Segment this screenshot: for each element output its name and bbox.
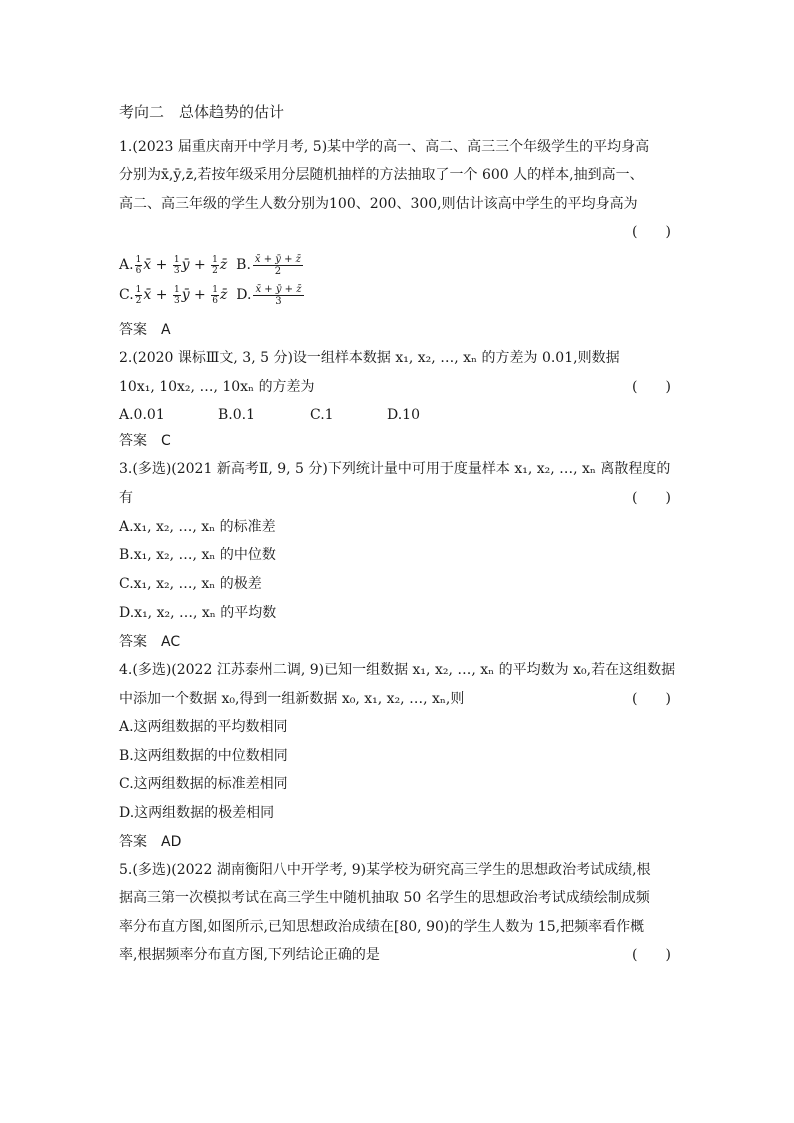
q1-line-1: 1.(2023 届重庆南开中学月考, 5)某中学的高一、高二、高三三个年级学生的平均身高 [119,139,650,155]
q3-option-c: C.x₁, x₂, …, xₙ 的极差 [119,576,262,592]
q2-option-c: C.1 [310,407,334,423]
q3-option-a: A.x₁, x₂, …, xₙ 的标准差 [119,519,276,535]
q5-answer-paren: ( ) [632,947,671,963]
q2-line-2: 10x₁, 10x₂, …, 10xₙ 的方差为 [119,379,315,395]
q4-option-c: C.这两组数据的标准差相同 [119,776,288,792]
q5-line-3: 率分布直方图,如图所示,已知思想政治成绩在[80, 90)的学生人数为 15,把频率看作概 [119,919,645,935]
q1-option-c-var-1: x̄ [143,287,152,303]
q1-option-c-frac-2: $\frac{1}{3}$ [173,284,180,306]
q2-option-b: B.0.1 [218,407,256,423]
q1-option-d-frac: $\frac{x̄ + ȳ + z̄}{3}$ [255,283,302,307]
q1-option-a-var-2: ȳ [181,257,190,273]
q5-line-2: 据高三第一次模拟考试在高三学生中随机抽取 50 名学生的思想政治考试成绩绘制成频 [119,890,650,906]
q3-line-2: 有 [119,490,133,506]
q5-line-4: 率,根据频率分布直方图,下列结论正确的是 [119,947,380,963]
q4-option-b: B.这两组数据的中位数相同 [119,748,288,764]
q3-option-d: D.x₁, x₂, …, xₙ 的平均数 [119,605,277,621]
q1-option-c-prefix: C. [119,287,134,303]
q2-answer [119,431,679,451]
q1-answer [119,320,679,340]
q1-option-a-prefix: A. [119,257,134,273]
q1-option-a-frac-2: $\frac{1}{3}$ [173,254,180,276]
q4-option-d: D.这两组数据的极差相同 [119,805,275,821]
q1-option-c-frac-1: $\frac{1}{2}$ [135,284,142,306]
q3-answer-paren: ( ) [632,490,671,506]
q1-line-3: 高二、高三年级的学生人数分别为100、200、300,则估计该高中学生的平均身高为 [119,196,638,212]
q2-line-1: 2.(2020 课标Ⅲ文, 3, 5 分)设一组样本数据 x₁, x₂, …, xₙ 的方差为 0.01,则数据 [119,350,620,366]
q2-option-a: A.0.01 [119,407,165,423]
q1-option-a-frac-1: $\frac{1}{6}$ [135,254,142,276]
q4-answer [119,832,679,852]
q2-answer-value: C [161,433,171,449]
q4-answer-value: AD [161,834,182,850]
q3-answer-value: AC [161,634,181,650]
q4-answer-label: 答案 [119,834,147,850]
q1-options-ab: A. $\frac{1}{6}$ x̄ + $\frac{1}{3}$ ȳ + $\frac{1}{2}$ z̄ B. $\frac{x̄ + ȳ + z̄}{2}$ [119,253,301,277]
q1-option-d-prefix: D. [236,287,252,303]
q1-line-2: 分别为x̄,ȳ,z̄,若按年级采用分层随机抽样的方法抽取了一个 600 人的样本,抽到高一、 [119,167,644,183]
q1-options-cd: C. $\frac{1}{2}$ x̄ + $\frac{1}{3}$ ȳ + $\frac{1}{6}$ z̄ D. $\frac{x̄ + ȳ + z̄}{3}$ [119,283,302,307]
q3-line-1: 3.(多选)(2021 新高考Ⅱ, 9, 5 分)下列统计量中可用于度量样本 x₁, x₂, …, xₙ 离散程度的 [119,461,671,477]
q1-option-c-frac-3: $\frac{1}{6}$ [212,284,218,306]
q1-option-b-prefix: B. [236,257,251,273]
q1-option-c-var-2: ȳ [181,287,190,303]
q1-answer-label: 答案 [119,322,147,338]
section-title: 考向二 总体趋势的估计 [119,103,285,121]
q4-answer-paren: ( ) [632,691,671,707]
q4-line-1: 4.(多选)(2022 江苏泰州二调, 9)已知一组数据 x₁, x₂, …, xₙ 的平均数为 x₀,若在这组数据 [119,662,676,678]
q1-option-a-var-3: z̄ [219,257,228,273]
q1-answer-value: A [161,322,171,338]
q3-answer-label: 答案 [119,634,147,650]
q4-option-a: A.这两组数据的平均数相同 [119,719,288,735]
q4-line-2: 中添加一个数据 x₀,得到一组新数据 x₀, x₁, x₂, …, xₙ,则 [119,691,465,707]
q1-answer-paren: ( ) [632,224,671,240]
q1-option-a-frac-3: $\frac{1}{2}$ [212,254,218,276]
q1-option-a-var-1: x̄ [143,257,152,273]
q1-option-b-frac: $\frac{x̄ + ȳ + z̄}{2}$ [254,253,301,277]
q2-answer-label: 答案 [119,433,147,449]
q2-option-d: D.10 [387,407,420,423]
q3-option-b: B.x₁, x₂, …, xₙ 的中位数 [119,547,276,563]
q2-options [119,405,679,425]
q3-answer [119,632,679,652]
q1-option-c-var-3: z̄ [219,287,228,303]
q2-answer-paren: ( ) [632,379,671,395]
q5-line-1: 5.(多选)(2022 湖南衡阳八中开学考, 9)某学校为研究高三学生的思想政治考试成绩,根 [119,862,651,878]
